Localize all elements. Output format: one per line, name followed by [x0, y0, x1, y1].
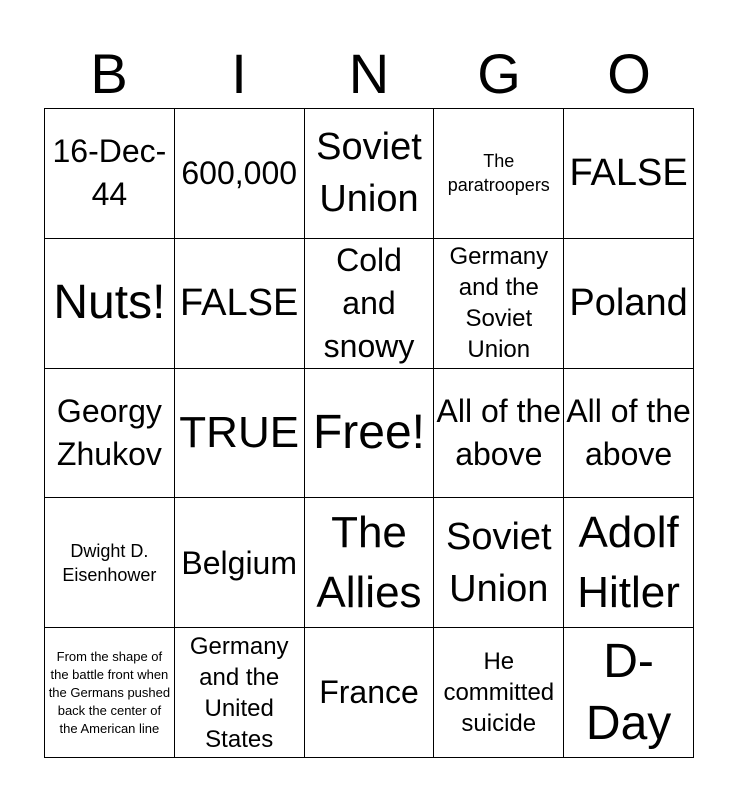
bingo-cell[interactable]: [175, 498, 305, 628]
bingo-cell[interactable]: [175, 239, 305, 369]
cell-text: The paratroopers: [447, 151, 550, 196]
cell-text: Cold and snowy: [323, 241, 415, 364]
bingo-cell[interactable]: [305, 628, 435, 758]
cell-text: Germany and the Soviet Union: [449, 243, 549, 364]
bingo-header: [44, 44, 694, 104]
bingo-cell[interactable]: [564, 628, 694, 758]
bingo-cell[interactable]: [45, 109, 175, 239]
cell-text: Soviet Union: [445, 515, 552, 610]
cell-text: All of the above: [436, 392, 562, 472]
cell-text: Poland: [569, 282, 688, 325]
cell-text: 600,000: [181, 155, 298, 192]
cell-text: D-Day: [585, 634, 672, 750]
cell-text: Adolf Hitler: [577, 507, 680, 617]
cell-text: FALSE: [569, 152, 688, 195]
bingo-cell[interactable]: [45, 239, 175, 369]
bingo-cell[interactable]: [564, 369, 694, 499]
cell-text: All of the above: [566, 392, 691, 472]
bingo-cell[interactable]: [434, 498, 564, 628]
bingo-cell[interactable]: [564, 109, 694, 239]
bingo-cell[interactable]: [305, 369, 435, 499]
cell-text: Dwight D. Eisenhower: [62, 540, 157, 585]
cell-text: France: [319, 674, 419, 711]
cell-text: From the shape of the battle front when the Germans pushed back the center of the American line: [48, 648, 171, 736]
bingo-cell[interactable]: [305, 109, 435, 239]
cell-text: Georgy Zhukov: [56, 392, 162, 472]
bingo-cell[interactable]: [434, 628, 564, 758]
free-space-text: Free!: [312, 405, 425, 459]
cell-text: Germany and the United States: [189, 632, 289, 753]
bingo-cell[interactable]: [45, 628, 175, 758]
bingo-cell[interactable]: [175, 369, 305, 499]
cell-text: The Allies: [316, 507, 422, 617]
bingo-cell[interactable]: [434, 239, 564, 369]
bingo-cell[interactable]: [175, 628, 305, 758]
header-letter-b: B: [90, 42, 128, 105]
bingo-cell[interactable]: [564, 239, 694, 369]
bingo-cell[interactable]: [45, 369, 175, 499]
cell-text: Soviet Union: [316, 126, 422, 221]
header-letter-g: G: [477, 42, 521, 105]
header-letter-o: O: [607, 42, 651, 105]
cell-text: Belgium: [181, 544, 297, 581]
bingo-cell[interactable]: [305, 239, 435, 369]
bingo-cell[interactable]: [305, 498, 435, 628]
bingo-cell[interactable]: [45, 498, 175, 628]
cell-text: 16-Dec-44: [52, 133, 167, 213]
bingo-grid: [44, 108, 694, 758]
cell-text: Nuts!: [53, 276, 166, 330]
bingo-cell[interactable]: [434, 109, 564, 239]
bingo-cell[interactable]: [175, 109, 305, 239]
cell-text: He committed suicide: [443, 648, 555, 738]
bingo-cell[interactable]: [564, 498, 694, 628]
cell-text: FALSE: [180, 282, 299, 325]
header-letter-n: N: [348, 42, 390, 105]
header-letter-i: I: [231, 42, 247, 105]
bingo-cell[interactable]: [434, 369, 564, 499]
cell-text: TRUE: [179, 407, 300, 457]
